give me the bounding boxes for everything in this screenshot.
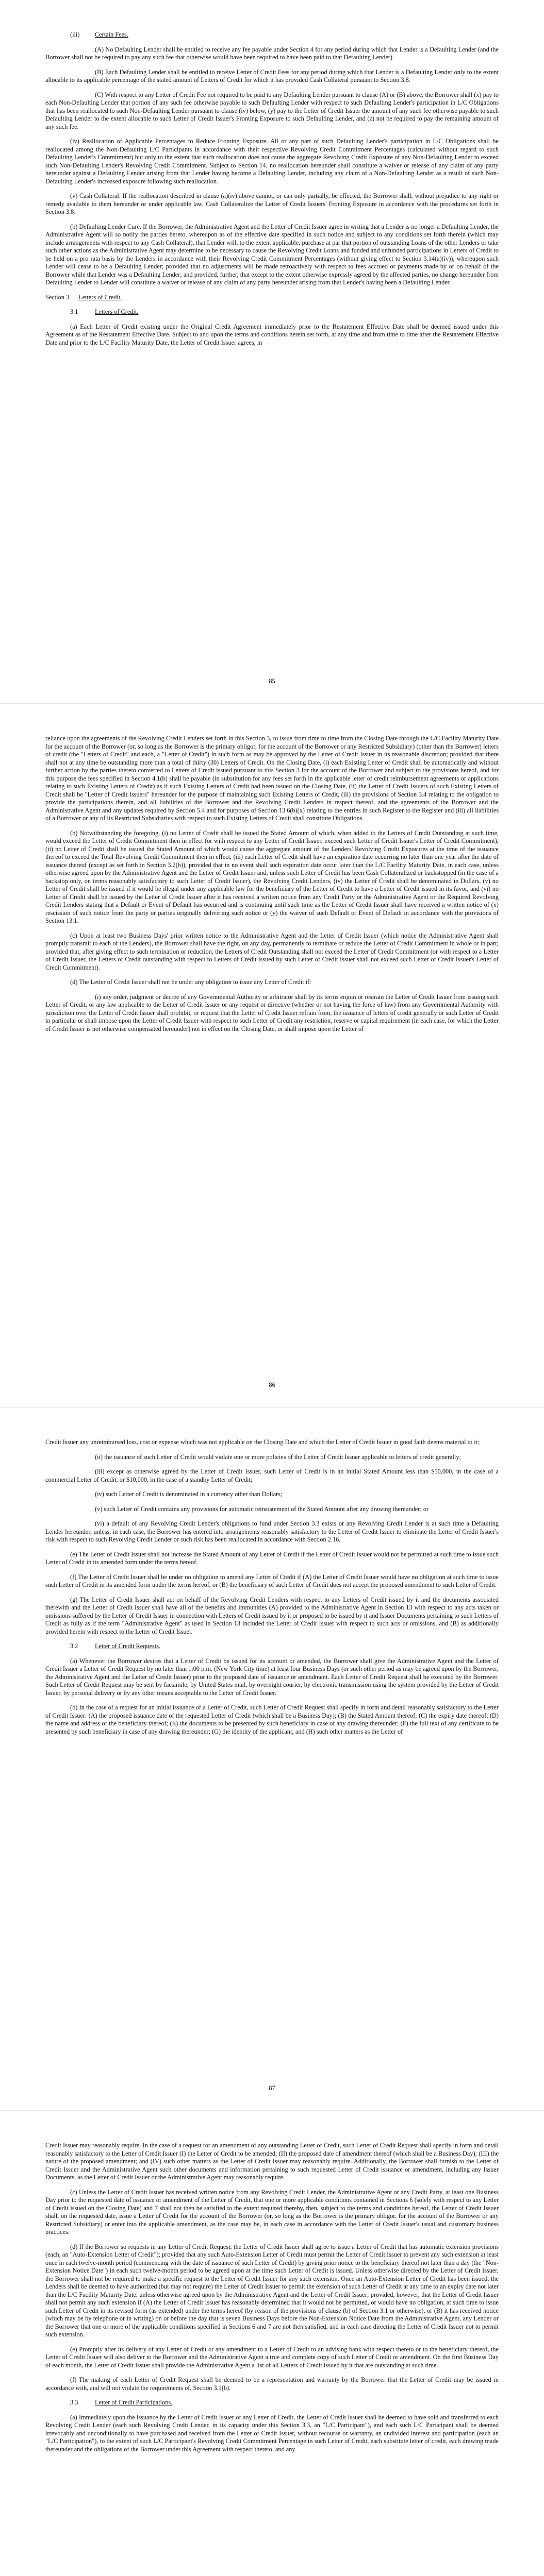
paragraph: (a) Immediately upon the issuance by the Letter of Credit Issuer of any Letter of Credit, the Letter of Credit Issuer shall be deemed to have sold and transferred to each Revolving Credit Lender (each such Revolving Credit Lender, in its capacity under this Section 3.3, an "L/C Participant"), and each such L/C Participant shall be deemed irrevocably and unconditionally to have purchased and received from the Letter of Credit Issuer, without recourse or warranty, an undivided interest and participation (each an "L/C Participation"), to the extent of such L/C Participant's Revolving Credit Commitment Percentage in such Letter of Credit, each substitute letter of credit, each drawing made thereunder and the obligations of the Borrower under this Agreement with respect thereto, and any: [45, 2413, 499, 2453]
section-heading: [45, 308, 499, 316]
paragraph: Credit Issuer any unreimbursed loss, cost or expense which was not applicable on the Closing Date and which the Letter of Credit Issuer in good faith deems material to it;: [45, 1438, 480, 1446]
heading-label: Letter of Credit Requests.: [95, 1642, 161, 1650]
heading-label: Letters of Credit.: [78, 293, 122, 301]
page-body: [45, 735, 499, 1040]
paragraph: (v) Cash Collateral. If the reallocation described in clause (a)(iv) above cannot, or can only partially, be effected, the Borrower shall, without prejudice to any right or remedy available to them hereunder or under applicable law, Cash Collateralize the Letter of Credit Issuers' Fronting Exposure in accordance with the procedures set forth in Section 3.8.: [45, 192, 499, 215]
page-number: 85: [269, 677, 275, 685]
paragraph: (iv) such Letter of Credit is denominated in a currency other than Dollars;: [95, 1490, 283, 1498]
page-number: 86: [269, 1381, 275, 1388]
paragraph: (b) Notwithstanding the foregoing, (i) no Letter of Credit shall be issued the Stated Amount of which, when added to the Letters of Credit Outstanding at such time, would exceed the Letter of Credit Commitment then in effect (or with respect to any Letter of Credit Issuer, exceed such Letter of Credit Issuer's Letter of Credit Commitment), (ii) no Letter of Credit shall be issued the Stated Amount of which would cause the aggregate amount of the Lenders' Revolving Credit Exposures at the time of the issuance thereof to exceed the Total Revolving Credit Commitment then in effect, (iii) each Letter of Credit shall have an expiration date occurring no later than one year after the date of issuance thereof (except as set forth in Section 3.2(b)), provided that in no event shall such expiration date occur later than the L/C Facility Maturity Date, in each case, unless otherwise agreed upon by the Administrative Agent and the Letter of Credit Issuer and, unless such Letter of Credit has been Cash Collateralized or backstopped (in the case of a backstop only, on terms reasonably satisfactory to such Letter of Credit Issuer), the Revolving Credit Lenders, (iv) the Letter of Credit shall be denominated in Dollars, (v) no Letter of Credit shall be issued if it would be illegal under any applicable law for the beneficiary of the Letter of Credit to have a Letter of Credit issued in its favor, and (vi) no Letter of Credit shall be issued by the Letter of Credit Issuer after it has received a written notice from any Credit Party or the Administrative Agent or the Required Revolving Credit Lenders stating that a Default or Event of Default has occurred and is continuing until such time as the Letter of Credit Issuer shall have received a written notice of (x) rescission of such notice from the party or parties originally delivering such notice or (y) the waiver of such Default or Event of Default in accordance with the provisions of Section 13.1.: [45, 829, 499, 924]
heading-number: 3.2: [70, 1642, 78, 1650]
paragraph: (i) any order, judgment or decree of any Governmental Authority or arbitrator shall by its terms enjoin or restrain the Letter of Credit Issuer from issuing such Letter of Credit, or any law applicable to the Letter of Credit Issuer or any request or directive (whether or not having the force of law) from any Governmental Authority with jurisdiction over the Letter of Credit Issuer shall prohibit, or request that the Letter of Credit Issuer refrain from, the issuance of letters of credit generally or such Letter of Credit in particular or shall impose upon the Letter of Credit Issuer with respect to such Letter of Credit any restriction, reserve or capital requirement (in each case, for which the Letter of Credit Issuer is not otherwise compensated hereunder) not in effect on the Closing Date, or shall impose upon the Letter of: [45, 993, 499, 1032]
paragraph: (vi) a default of any Revolving Credit Lender's obligations to fund under Section 3.3 exists or any Revolving Credit Lender is at such time a Defaulting Lender hereunder, unless, in each case, the Borrower has entered into arrangements reasonably satisfactory to the Letter of Credit Issuer to eliminate the Letter of Credit Issuer's risk with respect to such Revolving Credit Lender or such risk has been reallocated in accordance with Section 2.16.: [45, 1520, 499, 1543]
paragraph: (d) If the Borrower so requests in any Letter of Credit Request, the Letter of Credit Issuer shall agree to issue a Letter of Credit that has automatic extension provisions (each, an "Auto-Extension Letter of Credit"); provided that any such Auto-Extension Letter of Credit must permit the Letter of Credit Issuer to prevent any such extension at least once in each twelve-month period (commencing with the date of issuance of such Letter of Credit) by giving prior notice to the beneficiary thereof not later than a day (the "Non-Extension Notice Date") in each such twelve-month period to be agreed upon at the time such Letter of Credit is issued. Unless otherwise directed by the Letter of Credit Issuer, the Borrower shall not be required to make a specific request to the Letter of Credit Issuer for any such extension. Once an Auto-Extension Letter of Credit has been issued, the Lenders shall be deemed to have authorized (but may not require) the Letter of Credit Issuer to permit the extension of such Letter of Credit at any time to an expiry date not later than the L/C Facility Maturity Date, unless otherwise agreed upon by the Administrative Agent and the Letter of Credit Issuer; provided, however, that the Letter of Credit Issuer shall not permit any such extension if (A) the Letter of Credit Issuer has reasonably determined that it would not be permitted, or would have no obligation, at such time to issue such Letter of Credit in its revised form (as extended) under the terms hereof (by reason of the provisions of clause (b) of Section 3.1 or otherwise), or (B) it has received notice (which may be by telephone or in writing) on or before the day that is seven Business Days before the Non-Extension Notice Date from the Administrative Agent, any Lender or the Borrower that one or more of the applicable conditions specified in Sections 6 and 7 are not then satisfied, and in each case directing the Letter of Credit Issuer not to permit such extension.: [45, 2243, 499, 2338]
heading-number: Section 3.: [45, 293, 71, 301]
section-heading: [45, 1642, 499, 1651]
heading-number: 3.1: [70, 308, 78, 315]
document-page-88: [0, 2111, 544, 2576]
page-body: [45, 1438, 499, 1742]
heading-number: (iii): [70, 31, 80, 38]
paragraph: (d) The Letter of Credit Issuer shall not be under any obligation to issue any Letter of Credit if:: [70, 978, 311, 986]
paragraph: (a) Whenever the Borrower desires that a Letter of Credit be issued for its account or amended, the Borrower shall give the Administrative Agent and the Letter of Credit Issuer a Letter of Credit Request by no later than 1:00 p.m. (New York City time) at least four Business Days (or such other period as may be agreed upon by the Borrower, the Administrative Agent and the Letter of Credit Issuer) prior to the proposed date of issuance or amendment. Each Letter of Credit Request shall be executed by the Borrower. Such Letter of Credit Request may be sent by facsimile, by United States mail, by overnight courier, by electronic transmission using the system provided by the Letter of Credit Issuer, by personal delivery or by any other means acceptable to the Letter of Credit Issuer.: [45, 1657, 499, 1697]
paragraph: (B) Each Defaulting Lender shall be entitled to receive Letter of Credit Fees for any period during which that Lender is a Defaulting Lender only to the extent allocable to its applicable percentage of the stated amount of Letters of Credit for which it has provided Cash Collateral pursuant to Section 3.8.: [45, 68, 499, 83]
paragraph: (b) In the case of a request for an initial issuance of a Letter of Credit, such Letter of Credit Request shall specify in form and detail reasonably satisfactory to the Letter of Credit Issuer: (A) the proposed issuance date of the requested Letter of Credit (which shall be a Business Day); (B) the Stated Amount thereof; (C) the expiry date thereof; (D) the name and address of the beneficiary thereof; (E) the documents to be presented by such beneficiary in case of any drawing thereunder; (F) the full text of any certificate to be presented by such beneficiary in case of any drawing thereunder; (G) the identity of the applicant; and (H) such other matters as the Letter of: [45, 1704, 499, 1735]
paragraph: (a) Each Letter of Credit existing under the Original Credit Agreement immediately prior to the Restatement Effective Date shall be deemed issued under this Agreement as of the Restatement Effective Date. Subject to and upon the terms and conditions herein set forth, at any time and from time to time after the Restatement Effective Date and prior to the L/C Facility Maturity Date, the Letter of Credit Issuer agrees, in: [45, 323, 499, 346]
paragraph: (C) With respect to any Letter of Credit Fee not required to be paid to any Defaulting Lender pursuant to clause (A) or (B) above, the Borrower shall (x) pay to each Non-Defaulting Lender that portion of any such fee otherwise payable to such Defaulting Lender with respect to such Defaulting Lender's participation in L/C Obligations that has been reallocated to such Non-Defaulting Lender pursuant to clause (iv) below, (y) pay to the Letter of Credit Issuer the amount of any such fee otherwise payable to such Defaulting Lender to the extent allocable to such Letter of Credit Issuer's Fronting Exposure to such Defaulting Lender, and (z) not be required to pay the remaining amount of any such fee.: [45, 91, 499, 130]
paragraph: (f) The Letter of Credit Issuer shall be under no obligation to amend any Letter of Credit if (A) the Letter of Credit Issuer would have no obligation at such time to issue such Letter of Credit in its amended form under the terms hereof, or (B) the beneficiary of such Letter of Credit does not accept the proposed amendment to such Letter of Credit.: [45, 1573, 499, 1588]
paragraph: (A) No Defaulting Lender shall be entitled to receive any fee payable under Section 4 for any period during which that Lender is a Defaulting Lender (and the Borrower shall not be required to pay any such fee that otherwise would have been required to have been paid to that Defaulting Lender).: [45, 45, 499, 61]
paragraph: reliance upon the agreements of the Revolving Credit Lenders set forth in this Section 3, to issue from time to time from the Closing Date through the L/C Facility Maturity Date for the account of the Borrower (or, so long as the Borrower is the primary obligor, for the account of the Borrower or any Restricted Subsidiary) (other than the Borrower) letters of credit (the "Letters of Credit" and each, a "Letter of Credit") in such form as may be approved by the Letter of Credit Issuer in its reasonable discretion; provided that there shall not at any time be outstanding more than a total of thirty (30) Letters of Credit. On the Closing Date, (i) each Existing Letter of Credit shall be automatically and without further action by the parties thereto converted to Letters of Credit issued pursuant to this Section 3 for the account of the Borrower and subject to the provisions hereof, and for this purpose the fees specified in Section 4.1(b) shall be payable (in substitution for any fees set forth in the applicable letter of credit reimbursement agreements or applications relating to such Existing Letters of Credit) as if such Existing Letters of Credit had been issued on the Closing Date, (ii) the Letter of Credit Issuers of such Existing Letters of Credit shall be "Letter of Credit Issuers" hereunder for the purpose of maintaining such Existing Letters of Credit, (iii) the provisions of Section 3.4 relating to the obligation to provide the participations therein, and all liabilities of the Borrower and the Revolving Credit Lenders in respect thereof, and the agreements of the Borrower and the Administrative Agent and any updates required by Section 5.4 and for purposes of Section 13.6(b)(x) relating to the entries in such Register to the Register and (iii) all liabilities of a Borrower or any of its Restricted Subsidiaries with respect to such Existing Letters of Credit shall constitute Obligations.: [45, 735, 499, 822]
document-page-85: [0, 0, 544, 703]
page-body: [45, 31, 499, 353]
paragraph: (g) The Letter of Credit Issuer shall act on behalf of the Revolving Credit Lenders with respect to any Letters of Credit issued by it and the documents associated therewith and the Letter of Credit Issuer shall have all of the benefits and immunities (A) provided to the Administrative Agent in Section 13 with respect to any acts taken or omissions suffered by the Letter of Credit Issuer in connection with Letters of Credit issued by it or proposed to be issued by it and Issuer Documents pertaining to such Letters of Credit as fully as if the term "Administrative Agent" as used in Section 13 included the Letter of Credit Issuer with respect to such acts or omissions, and (B) as additionally provided herein with respect to the Letter of Credit Issuer.: [45, 1596, 499, 1635]
paragraph: (ii) the issuance of such Letter of Credit would violate one or more policies of the Letter of Credit Issuer applicable to letters of credit generally;: [95, 1453, 461, 1461]
paragraph: Credit Issuer may reasonably require. In the case of a request for an amendment of any outstanding Letter of Credit, such Letter of Credit Request shall specify in form and detail reasonably satisfactory to the Letter of Credit Issuer (I) the Letter of Credit to be amended; (II) the proposed date of amendment thereof (which shall be a Business Day); (III) the nature of the proposed amendment; and (IV) such other matters as the Letter of Credit Issuer may reasonably require. Additionally, the Borrower shall furnish to the Letter of Credit Issuer and the Administrative Agent such other documents and information pertaining to such requested Letter of Credit issuance or amendment, including any Issuer Documents, as the Letter of Credit Issuer or the Administrative Agent may reasonably require.: [45, 2142, 499, 2181]
section-heading: [45, 31, 499, 39]
heading-label: Letters of Credit.: [95, 308, 139, 315]
page-body: [45, 2142, 499, 2460]
document-page-86: [0, 704, 544, 1407]
paragraph: (c) Upon at least two Business Days' prior written notice to the Administrative Agent and the Letter of Credit Issuer (which notice the Administrative Agent shall promptly transmit to each of the Lenders), the Borrower shall have the right, on any day, permanently to terminate or reduce the Letter of Credit Commitment in whole or in part; provided that, after giving effect to such termination or reduction, the Letters of Credit Outstanding shall not exceed the Letter of Credit Commitment (or with respect to a Letter of Credit Issuer, the Letters of Credit outstanding with respect to Letters of Credit issued by such Letter of Credit Issuer shall not exceed such Letter of Credit Issuer's Letter of Credit Commitment).: [45, 931, 499, 971]
section-heading: [45, 294, 499, 302]
paragraph: (iii) except as otherwise agreed by the Letter of Credit Issuer, such Letter of Credit is in an initial Stated Amount less than $50,000, in the case of a commercial Letter of Credit, or $10,000, in the case of a standby Letter of Credit;: [45, 1468, 499, 1483]
section-heading: [45, 2399, 499, 2407]
document-page-87: [0, 1408, 544, 2110]
paragraph: (e) Promptly after its delivery of any Letter of Credit or any amendment to a Letter of Credit to an advising bank with respect thereto or to the beneficiary thereof, the Letter of Credit Issuer will also deliver to the Borrower and the Administrative Agent a true and complete copy of such Letter of Credit or amendment. On the first Business Day of each month, the Letter of Credit Issuer shall provide the Administrative Agent a list of all Letters of Credit issued by it that are outstanding at such time.: [45, 2345, 499, 2369]
paragraph: (v) such Letter of Credit contains any provisions for automatic reinstatement of the Stated Amount after any drawing thereunder; or: [95, 1505, 429, 1513]
heading-number: 3.3: [70, 2399, 78, 2406]
heading-label: Letter of Credit Participations.: [95, 2399, 173, 2406]
paragraph: (e) The Letter of Credit Issuer shall not increase the Stated Amount of any Letter of Credit if the Letter of Credit Issuer would not be permitted at such time to issue such Letter of Credit in its amended form under the terms hereof.: [45, 1550, 499, 1566]
paragraph: (f) The making of each Letter of Credit Request shall be deemed to be a representation and warranty by the Borrower that the Letter of Credit may be issued in accordance with, and will not violate the requirements of, Section 3.1(b).: [45, 2376, 499, 2392]
page-number: 87: [269, 2084, 275, 2092]
paragraph: (iv) Reallocation of Applicable Percentages to Reduce Fronting Exposure. All or any part of such Defaulting Lender's participation in L/C Obligations shall be reallocated among the Non-Defaulting L/C Participants in accordance with their respective Revolving Credit Commitment Percentages (calculated without regard to such Defaulting Lender's Commitment) but only to the extent that such reallocation does not cause the aggregate Revolving Credit Exposure of any Non-Defaulting Lender to exceed such Non-Defaulting Lender's Revolving Credit Commitment. Subject to Section 14, no reallocation hereunder shall constitute a waiver or release of any claim of any party hereunder against a Defaulting Lender arising from that Lender having become a Defaulting Lender, including any claim of a Non-Defaulting Lender as a result of such Non-Defaulting Lender's increased exposure following such reallocation.: [45, 138, 499, 185]
paragraph: (b) Defaulting Lender Cure. If the Borrower, the Administrative Agent and the Letter of Credit Issuer agree in writing that a Lender is no longer a Defaulting Lender, the Administrative Agent will so notify the parties hereto, whereupon as of the effective date specified in such notice and subject to any conditions set forth therein (which may include arrangements with respect to any Cash Collateral), that Lender will, to the extent applicable, purchase at par that portion of outstanding Loans of the other Lenders or take such other actions as the Administrative Agent may determine to be necessary to cause the Revolving Credit Loans and funded and unfunded participations in Letters of Credit to be held on a pro rata basis by the Lenders in accordance with their Revolving Credit Commitment Percentages (without giving effect to Section 3.14(a)(iv)), whereupon such Lender will cease to be a Defaulting Lender; provided that no adjustments will be made retroactively with respect to fees accrued or payments made by or on behalf of the Borrower while that Lender was a Defaulting Lender; and provided, further, that except to the extent otherwise expressly agreed by the affected parties, no change hereunder from Defaulting Lender to Lender will constitute a waiver or release of any claim of any party hereunder arising from that Lender's having been a Defaulting Lender.: [45, 223, 499, 286]
heading-label: Certain Fees.: [95, 31, 128, 38]
paragraph: (c) Unless the Letter of Credit Issuer has received written notice from any Revolving Credit Lender, the Administrative Agent or any Credit Party, at least one Business Day prior to the requested date of issuance or amendment of the Letter of Credit, that one or more applicable conditions contained in Sections 6 (solely with respect to any Letter of Credit issued on the Closing Date) and 7 shall not then be satisfied to the extent required thereby, then, subject to the terms and conditions hereof, the Letter of Credit Issuer shall, on the requested date, issue a Letter of Credit for the account of the Borrower (or, so long as the Borrower is the primary obligor, for the account of the Borrower or any Restricted Subsidiary) or enter into the applicable amendment, as the case may be, in each case in accordance with the Letter of Credit Issuer's usual and customary business practices.: [45, 2188, 499, 2235]
